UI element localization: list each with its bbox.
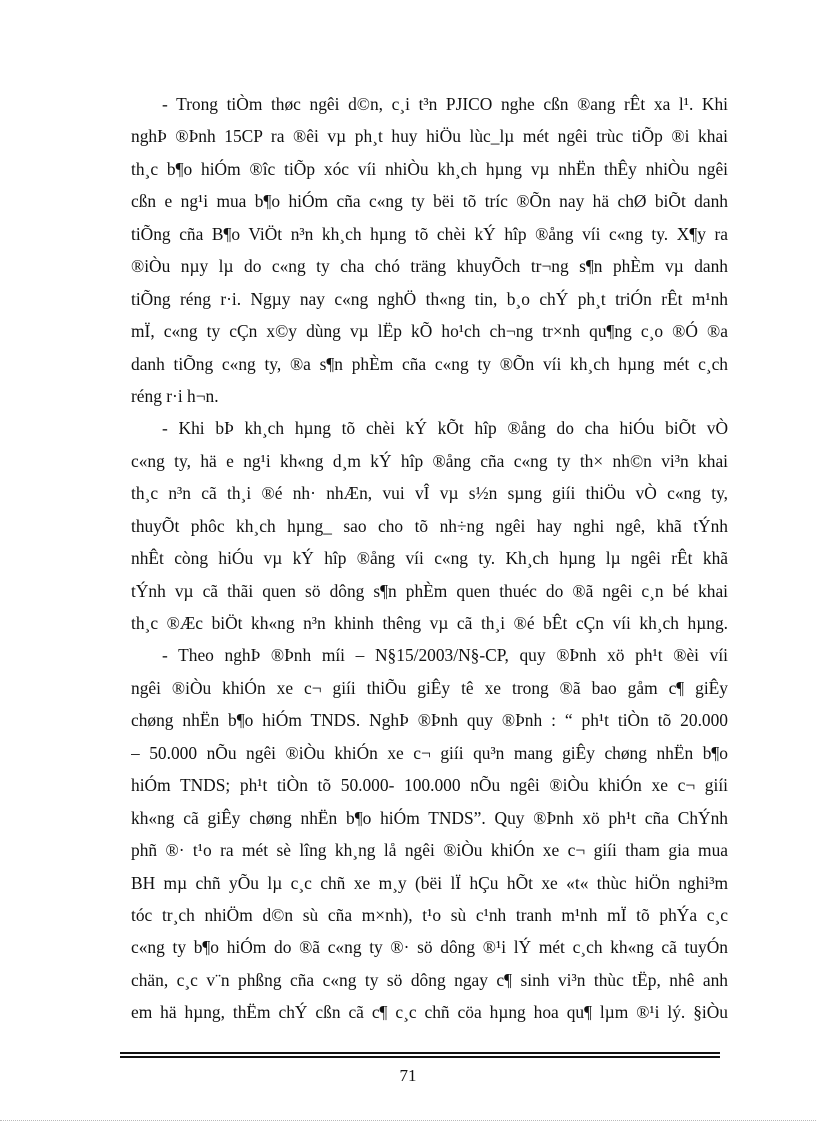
text-line: – 50.000 nÕu ngêi ®iÒu khiÓn xe c¬ giíi qu³n mang giÊy chøng nhËn b¶o xyxy=(131,742,728,763)
paragraph-1 xyxy=(131,88,728,412)
paragraph-3 xyxy=(131,639,728,1028)
text-line: danh tiÕng c«ng ty, ®a s¶n phÈm cña c«ng ty ®Õn víi kh¸ch hµng mét c¸ch xyxy=(131,353,728,374)
text-line: th¸c b¶o hiÓm ®îc tiÕp xóc víi nhiÒu kh¸ch hµng vµ nhËn thÊy nhiÒu ngêi xyxy=(131,158,728,179)
text-line: nhÊt còng hiÓu vµ kÝ hîp ®ång víi c«ng ty. Kh¸ch hµng lµ ngêi rÊt khã xyxy=(131,548,728,569)
text-line: tÝnh vµ cã thãi quen sö dông s¶n phÈm quen thuéc do ®ã ngêi c¸n bé khai xyxy=(131,580,728,601)
text-line: em hä hµng, thËm chÝ cßn cã c¶ c¸c chñ cöa hµng hoa qu¶ lµm ®¹i lý. §iÒu xyxy=(131,1002,728,1023)
page-boundary xyxy=(0,1120,816,1121)
footer-divider xyxy=(120,1052,720,1058)
text-line: - Khi bÞ kh¸ch hµng tõ chèi kÝ kÕt hîp ®ång do cha hiÓu biÕt vÒ xyxy=(162,418,728,439)
text-line: tóc tr¸ch nhiÖm d©n sù cña m×nh), t¹o sù c¹nh tranh m¹nh mÏ tõ phÝa c¸c xyxy=(131,904,728,925)
text-line: - Trong tiÒm thøc ngêi d©n, c¸i t³n PJICO nghe cßn ®ang rÊt xa l¹. Khi xyxy=(162,94,728,114)
text-line: réng r·i h¬n. xyxy=(131,385,219,406)
text-line: c«ng ty, hä e ng¹i kh«ng d¸m kÝ hîp ®ång cña c«ng ty th× nh©n vi³n khai xyxy=(131,450,728,471)
text-line: cßn e ng¹i mua b¶o hiÓm cña c«ng ty bëi tõ tríc ®Õn nay hä chØ biÕt danh xyxy=(131,191,728,212)
text-line: - Theo nghÞ ®Þnh míi – N§15/2003/N§-CP, quy ®Þnh xö ph¹t ®èi víi xyxy=(162,645,728,666)
text-line: th¸c ®Æc biÖt kh«ng n³n khinh thêng vµ cã th¸i ®é bÊt cÇn víi kh¸ch hµng. xyxy=(131,613,728,633)
text-line: mÏ, c«ng ty cÇn x©y dùng vµ lËp kÕ ho¹ch ch¬ng tr×nh qu¶ng c¸o ®Ó ®a xyxy=(131,321,728,342)
text-line: chän, c¸c v¨n phßng cña c«ng ty sö dông ngay c¶ sinh vi³n thùc tËp, nhê anh xyxy=(131,969,728,990)
text-line: th¸c n³n cã th¸i ®é nh· nhÆn, vui vÎ vµ s½n sµng giíi thiÖu vÒ c«ng ty, xyxy=(131,483,728,504)
text-line: kh«ng cã giÊy chøng nhËn b¶o hiÓm TNDS”. Quy ®Þnh xö ph¹t cña ChÝnh xyxy=(131,807,728,828)
text-line: hiÓm TNDS; ph¹t tiÒn tõ 50.000- 100.000 nÕu ngêi ®iÒu khiÓn xe c¬ giíi xyxy=(131,775,728,796)
text-line: phñ ®· t¹o ra mét sè lîng kh¸ng lå ngêi ®iÒu khiÓn xe c¬ giíi tham gia mua xyxy=(131,840,728,861)
text-line: thuyÕt phôc kh¸ch hµng_ sao cho tõ nh÷ng ngêi hay nghi ngê, khã tÝnh xyxy=(131,515,728,536)
document-body xyxy=(131,88,728,1029)
text-line: tiÕng cña B¶o ViÖt n³n kh¸ch hµng tõ chèi kÝ hîp ®ång víi c«ng ty. X¶y ra xyxy=(131,223,728,244)
text-line: ngêi ®iÒu khiÓn xe c¬ giíi thiÕu giÊy tê xe trong ®ã bao gåm c¶ giÊy xyxy=(131,677,728,698)
text-line: tiÕng réng r·i. Ngµy nay c«ng nghÖ th«ng tin, b¸o chÝ ph¸t triÓn rÊt m¹nh xyxy=(131,288,728,309)
page-number: 71 xyxy=(399,1066,417,1085)
text-line: BH mµ chñ yÕu lµ c¸c chñ xe m¸y (bëi lÏ hÇu hÕt xe «t« thùc hiÖn nghi³m xyxy=(131,872,728,893)
text-line: c«ng ty b¶o hiÓm do ®ã c«ng ty ®· sö dông ®¹i lÝ mét c¸ch kh«ng cã tuyÓn xyxy=(131,937,728,958)
paragraph-2 xyxy=(131,412,728,639)
text-line: ®iÒu nµy lµ do c«ng ty cha chó träng khuyÕch tr¬ng s¶n phÈm vµ danh xyxy=(131,256,728,277)
text-line: chøng nhËn b¶o hiÓm TNDS. NghÞ ®Þnh quy ®Þnh : “ ph¹t tiÒn tõ 20.000 xyxy=(131,710,728,731)
text-line: nghÞ ®Þnh 15CP ra ®êi vµ ph¸t huy hiÖu lùc_lµ mét ngêi trùc tiÕp ®i khai xyxy=(131,126,728,147)
